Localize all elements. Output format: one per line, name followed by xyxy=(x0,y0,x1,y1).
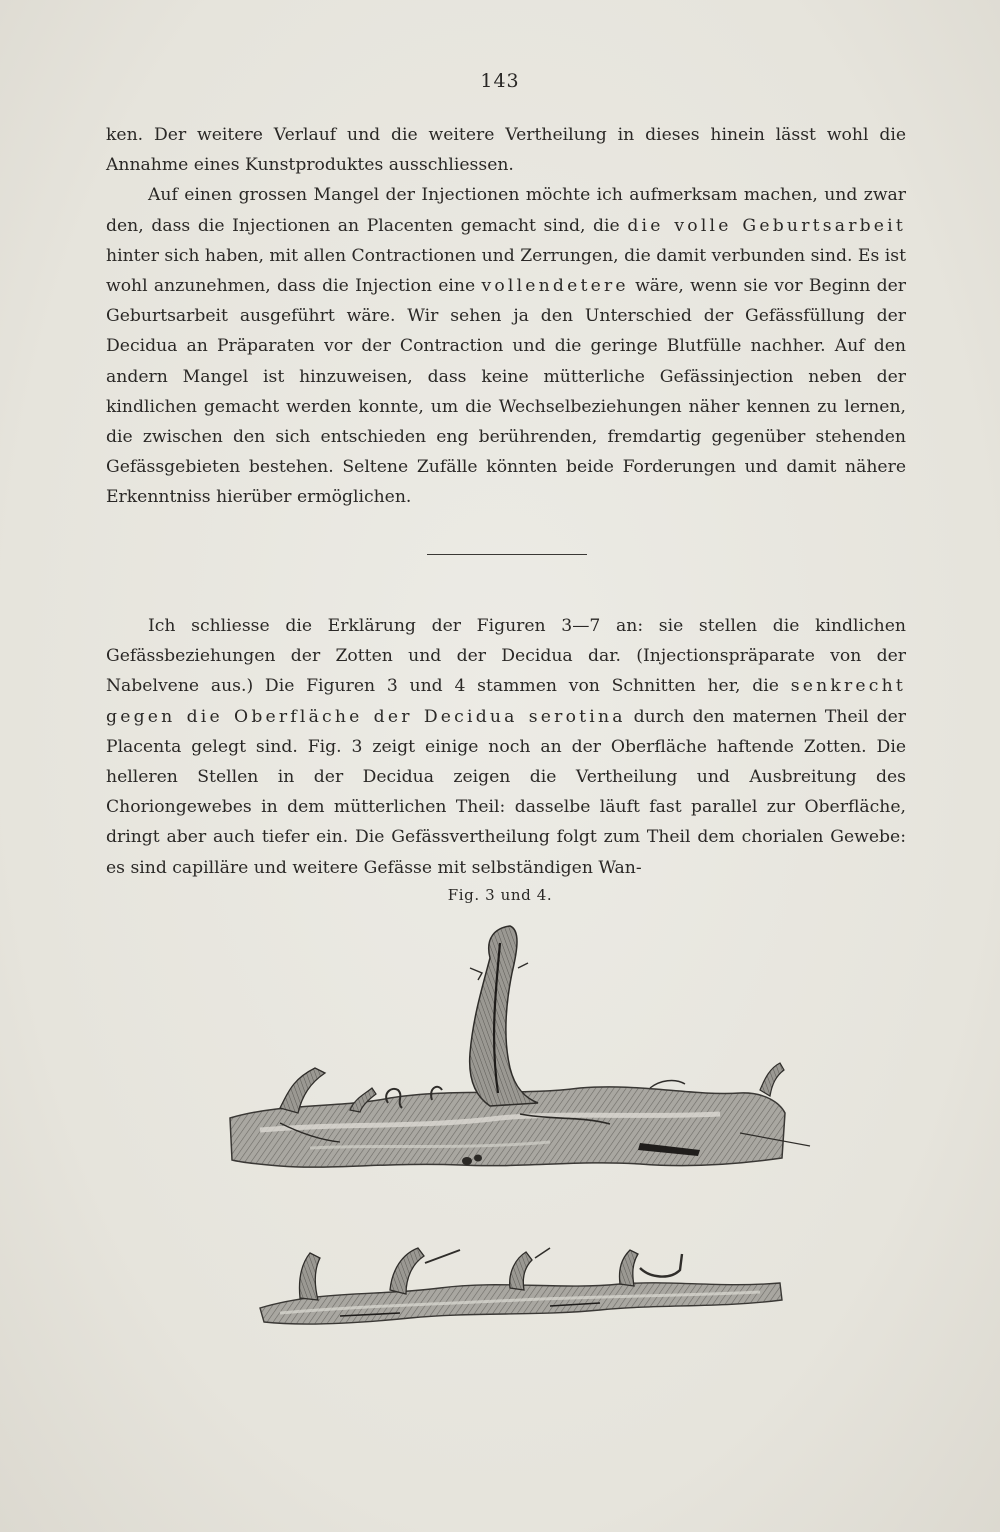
villi-decidua-engraving xyxy=(220,918,820,1378)
emphasis-senkrecht: senkrecht gegen die Oberfläche der Decidua serotina xyxy=(106,676,906,727)
text-run: durch den maternen Theil der Placenta gelegt sind. Fig. 3 zeigt einige noch an der Oberfläche haftende Zotten. Die helleren Stellen in der Decidua zeigen die Vertheilung und Ausbreitung des Choriongewebes in dem mütterlichen Theil: dasselbe läuft fast parallel zur Oberfläche, dringt aber auch tiefer ein. Die Gefässvertheilung folgt zum Theil dem chorialen Gewebe: es sind capilläre und weitere Gefässe mit selbständigen Wan- xyxy=(106,706,906,878)
text-run: Auf einen grossen Mangel der Injectionen möchte ich aufmerksam machen, und zwar den, dass die Injectionen an Placenten gemacht sind, die xyxy=(106,185,906,236)
text-block-lower xyxy=(106,611,906,883)
emphasis-vollendetere: vollendetere xyxy=(481,276,629,297)
page-number: 143 xyxy=(480,70,520,92)
text-run: Ich schliesse die Erklärung der Figuren 3—7 an: sie stellen die kindlichen Gefässbeziehungen der Zotten und der Decidua dar. (Injectionspräparate von der Nabelvene aus.) Die Figuren 3 und 4 stammen von Schnitten her, die xyxy=(106,616,906,697)
paragraph-injection-mangel xyxy=(106,180,906,512)
paragraph-continuation: ken. Der weitere Verlauf und die weitere Vertheilung in dieses hinein lässt wohl die Annahme eines Kunstproduktes ausschliessen. xyxy=(106,125,906,176)
figure-caption: Fig. 3 und 4. xyxy=(447,886,553,904)
figure-illustration xyxy=(220,918,820,1378)
paragraph-figure-explanation xyxy=(106,611,906,883)
text-run: wäre, wenn sie vor Beginn der Geburtsarbeit ausgeführt wäre. Wir sehen ja den Unterschied der Gefässfüllung der Decidua an Präparaten vor der Contraction und die geringe Blutfülle nachher. Auf den andern Mangel ist hinzuweisen, dass keine mütterliche Gefässinjection neben der kindlichen gemacht werden konnte, um die Wechselbeziehungen näher kennen zu lernen, die zwischen den sich entschieden eng berührenden, fremdartig gegenüber stehenden Gefässgebieten bestehen. Seltene Zufälle könnten beide Forderungen und damit nähere Erkenntniss hierüber ermöglichen. xyxy=(106,276,906,508)
section-divider xyxy=(427,554,587,555)
text-block-upper xyxy=(106,120,906,513)
figure-3 xyxy=(230,926,810,1167)
emphasis-geburtsarbeit: die volle Geburtsarbeit xyxy=(627,215,906,236)
text-run: hinter sich haben, mit allen Contractionen und Zerrungen, die damit verbunden sind. Es ist wohl anzunehmen, dass die Injection eine xyxy=(106,245,906,297)
figure-4 xyxy=(260,1248,782,1324)
